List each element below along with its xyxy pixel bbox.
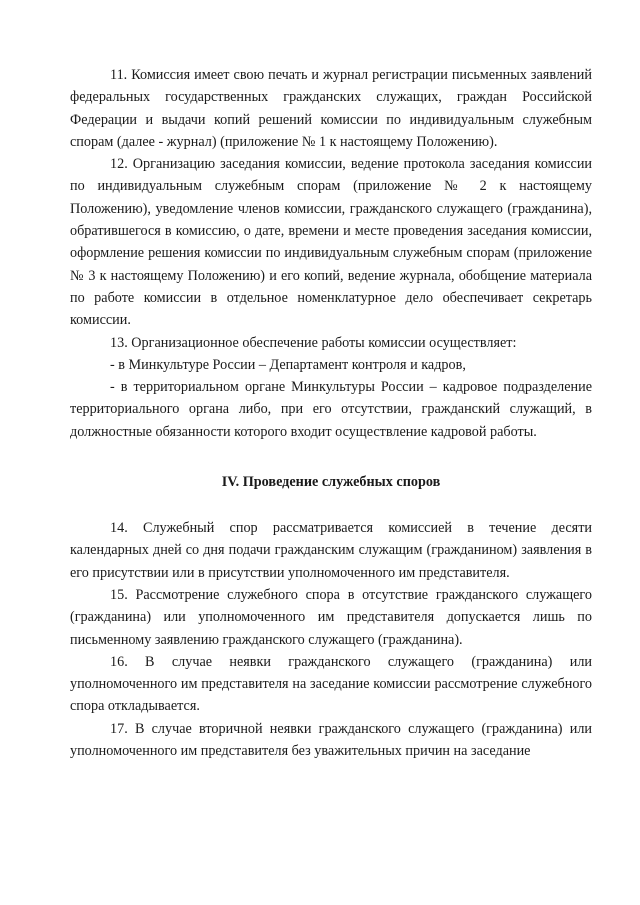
paragraph-14: 14. Служебный спор рассматривается комиссией в течение десяти календарных дней со дня подачи гражданским служащим (гражданином) заявления в его присутствии или в присутствии уполномоченного им представителя. (70, 520, 592, 581)
list-item-territorial-body: - в территориальном органе Минкультуры России – кадровое подразделение территориального органа либо, при его отсутствии, гражданский служащий, в должностные обязанности которого входит осуществление кадровой работы. (70, 379, 592, 440)
section-heading: IV. Проведение служебных споров (221, 474, 441, 491)
paragraph-13: 13. Организационное обеспечение работы комиссии осуществляет: (110, 334, 517, 351)
paragraph-16: 16. В случае неявки гражданского служащего (гражданина) или уполномоченного им представителя на заседание комиссии рассмотрение служебного спора откладывается. (70, 653, 592, 715)
paragraph-15: 15. Рассмотрение служебного спора в отсутствие гражданского служащего (гражданина) или уполномоченного им представителя допускается лишь по письменному заявлению гражданского служащего (гражданина). (70, 586, 592, 648)
paragraph-11: 11. Комиссия имеет свою печать и журнал регистрации письменных заявлений федеральных государственных гражданских служащих, граждан Российской Федерации и выдачи копий решений комиссии по индивидуальным служебным спорам (далее - журнал) (приложение № 1 к настоящему Положению). (70, 67, 592, 150)
paragraph-17: 17. В случае вторичной неявки гражданского служащего (гражданина) или уполномоченного им представителя без уважительных причин на заседание (70, 720, 592, 760)
paragraph-12: 12. Организацию заседания комиссии, ведение протокола заседания комиссии по индивидуальным служебным спорам (приложение № 2 к настоящему Положению), уведомление членов комиссии, гражданского служащего (гражданина), обратившегося в комиссию, о дате, времени и месте проведения заседания комиссии, оформление решения комиссии по индивидуальным служебным спорам (приложение № 3 к настоящему Положению) и его копий, ведение журнала, обобщение материала по работе комиссии в отдельное номенклатурное дело обеспечивает секретарь комиссии. (70, 156, 592, 329)
list-item-ministry: - в Минкультуре России – Департамент контроля и кадров, (110, 356, 466, 373)
document-body (70, 64, 592, 762)
